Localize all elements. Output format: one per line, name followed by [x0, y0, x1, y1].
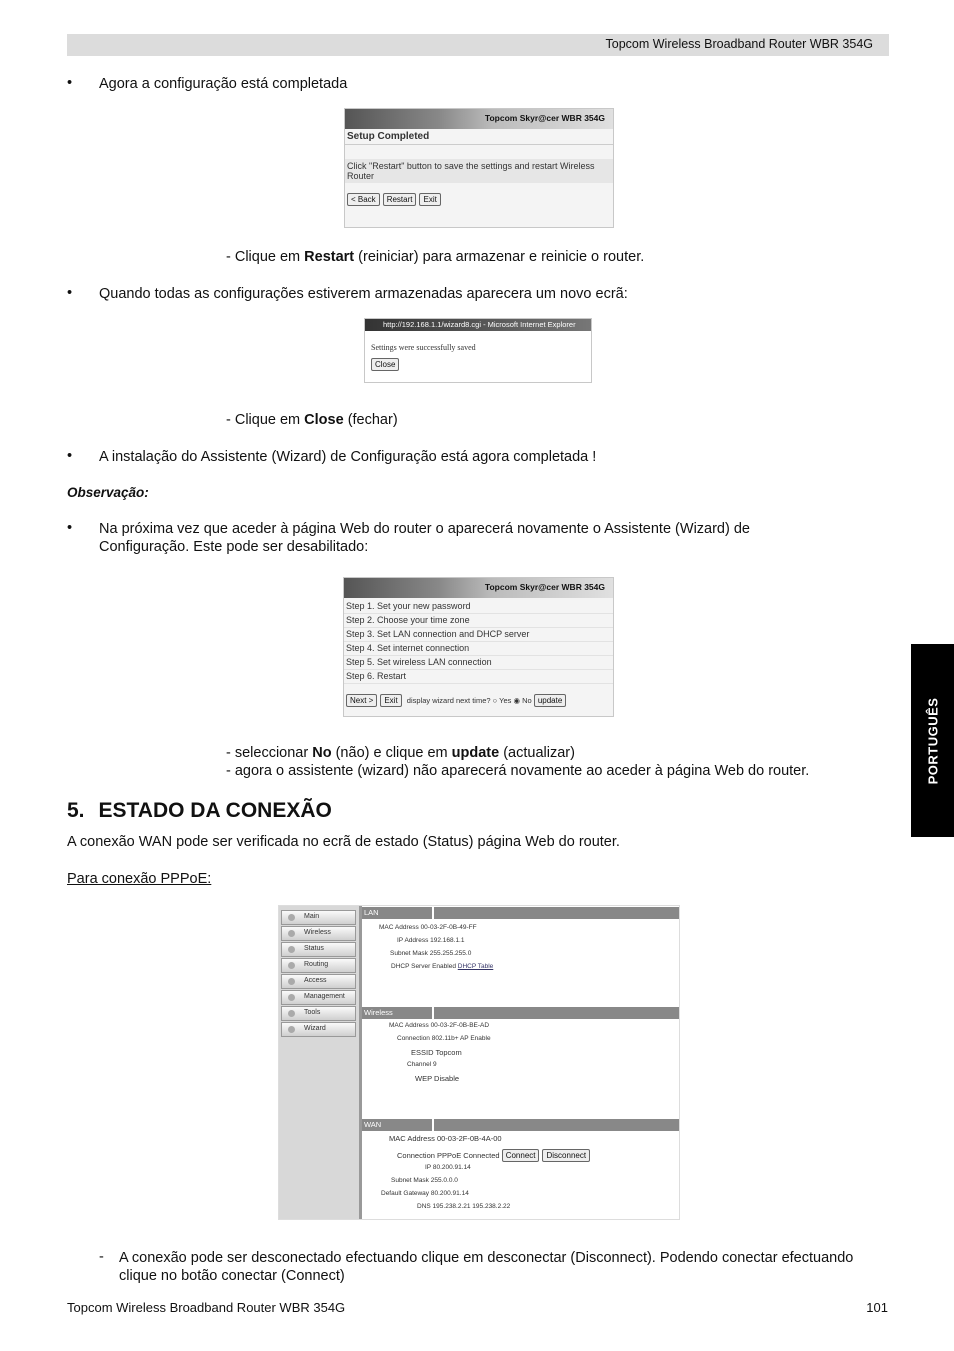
bullet-marker: • — [67, 448, 73, 464]
status-row: MAC Address 00-03-2F-0B-BE-AD — [389, 1022, 490, 1029]
nav-item: Tools — [281, 1006, 356, 1021]
wizard-step-list — [344, 600, 613, 684]
wizard-step: Step 4. Set internet connection — [344, 642, 613, 656]
bullet-marker: • — [67, 75, 73, 91]
status-row: WEP Disable — [415, 1074, 460, 1083]
wireless-section-head: Wireless — [362, 1007, 680, 1019]
ie-window-title: http://192.168.1.1/wizard8.cgi - Microsoft Internet Explorer — [365, 319, 591, 331]
connect-button: Connect — [502, 1149, 540, 1162]
status-row: Connection PPPoE Connected Connect Disconnect — [397, 1149, 593, 1162]
wan-section-head: WAN — [362, 1119, 680, 1131]
nav-item: Routing — [281, 958, 356, 973]
nav-item: Access — [281, 974, 356, 989]
pppoe-label: Para conexão PPPoE: — [67, 871, 212, 887]
status-row: Channel 9 — [407, 1061, 437, 1068]
wizard-step: Step 3. Set LAN connection and DHCP server — [344, 628, 613, 642]
screenshot-buttons — [345, 193, 613, 206]
status-row: DNS 195.238.2.21 195.238.2.22 — [417, 1203, 511, 1210]
router-banner — [344, 578, 613, 598]
disconnect-button: Disconnect — [542, 1149, 590, 1162]
status-row: IP 80.200.91.14 — [425, 1164, 471, 1171]
bullet-marker: • — [67, 520, 73, 536]
status-row: MAC Address 00-03-2F-0B-49-FF — [379, 924, 477, 931]
wizard-step: Step 5. Set wireless LAN connection — [344, 656, 613, 670]
status-row: Connection 802.11b+ AP Enable — [397, 1035, 491, 1042]
settings-saved-screenshot — [364, 318, 592, 383]
setup-completed-screenshot — [344, 108, 614, 228]
screenshot-title: Setup Completed — [345, 129, 613, 145]
yes-label: Yes — [499, 696, 512, 705]
wizard-instruction: - agora o assistente (wizard) não aparecerá novamente ao aceder à página Web do router. — [226, 763, 810, 779]
status-row: Subnet Mask 255.255.255.0 — [390, 950, 472, 957]
screenshot-message: Click "Restart" button to save the settings and restart Wireless Router — [345, 159, 613, 183]
observation-label: Observação: — [67, 485, 149, 500]
status-row: DHCP Server Enabled DHCP Table — [391, 963, 494, 970]
nav-item: Main — [281, 910, 356, 925]
no-radio-icon: ◉ — [513, 696, 521, 705]
note-dash: - — [99, 1249, 104, 1265]
bullet-text: A instalação do Assistente (Wizard) de Configuração está agora completada ! — [99, 449, 597, 465]
close-instruction: - Clique em Close (fechar) — [226, 412, 398, 428]
brand-label: Topcom Skyr@cer WBR 354G — [484, 113, 605, 123]
status-row: Default Gateway 80.200.91.14 — [381, 1190, 469, 1197]
dhcp-table-link: DHCP Table — [457, 963, 494, 970]
wizard-step: Step 1. Set your new password — [344, 600, 613, 614]
section-intro: A conexão WAN pode ser verificada no ecrã de estado (Status) página Web do router. — [67, 834, 620, 850]
nav-item: Wireless — [281, 926, 356, 941]
status-page-screenshot — [278, 905, 680, 1220]
bullet-text: Agora a configuração está completada — [99, 76, 348, 92]
wizard-step: Step 2. Choose your time zone — [344, 614, 613, 628]
language-side-tab: PORTUGUÊS — [911, 644, 954, 837]
saved-message: Settings were successfully saved — [371, 343, 476, 352]
bullet-text: Quando todas as configurações estiverem armazenadas aparecera um novo ecrã: — [99, 286, 628, 302]
section-heading: 5. ESTADO DA CONEXÃO — [67, 799, 332, 822]
wizard-question: display wizard next time? — [406, 696, 491, 705]
bullet-marker: • — [67, 285, 73, 301]
close-button: Close — [371, 358, 399, 371]
bullet-text: Na próxima vez que aceder à página Web do router o aparecerá novamente o Assistente (Wizard) de Configuração. Este pode ser desabilitado: — [99, 521, 750, 555]
select-instruction: - seleccionar No (não) e clique em update (actualizar) — [226, 745, 575, 761]
back-button: < Back — [347, 193, 380, 206]
page-number: 101 — [866, 1300, 888, 1315]
router-banner — [345, 109, 613, 129]
status-row: MAC Address 00-03-2F-0B-4A-00 — [389, 1134, 502, 1143]
nav-item: Wizard — [281, 1022, 356, 1037]
status-row: ESSID Topcom — [411, 1048, 462, 1057]
exit-button: Exit — [380, 694, 401, 707]
yes-radio-icon: ○ — [492, 696, 498, 705]
nav-item: Management — [281, 990, 356, 1005]
wizard-controls — [344, 694, 613, 707]
no-label: No — [522, 696, 532, 705]
update-button: update — [534, 694, 566, 707]
restart-button: Restart — [383, 193, 417, 206]
header-title: Topcom Wireless Broadband Router WBR 354G — [605, 37, 873, 51]
status-row: Subnet Mask 255.0.0.0 — [391, 1177, 458, 1184]
header-bar — [67, 34, 889, 56]
footer-title: Topcom Wireless Broadband Router WBR 354G — [67, 1300, 346, 1315]
status-row: IP Address 192.168.1.1 — [397, 937, 465, 944]
status-nav — [279, 906, 362, 1219]
wizard-steps-screenshot — [343, 577, 614, 717]
wizard-step: Step 6. Restart — [344, 670, 613, 684]
brand-label: Topcom Skyr@cer WBR 354G — [484, 582, 605, 592]
next-button: Next > — [346, 694, 377, 707]
restart-instruction: - Clique em Restart (reiniciar) para armazenar e reinicie o router. — [226, 249, 645, 265]
nav-item: Status — [281, 942, 356, 957]
note-text: A conexão pode ser desconectado efectuando clique em desconectar (Disconnect). Podendo conectar efectuando clique no botão conectar (Connect) — [119, 1250, 854, 1284]
exit-button: Exit — [419, 193, 440, 206]
lan-section-head: LAN — [362, 907, 680, 919]
